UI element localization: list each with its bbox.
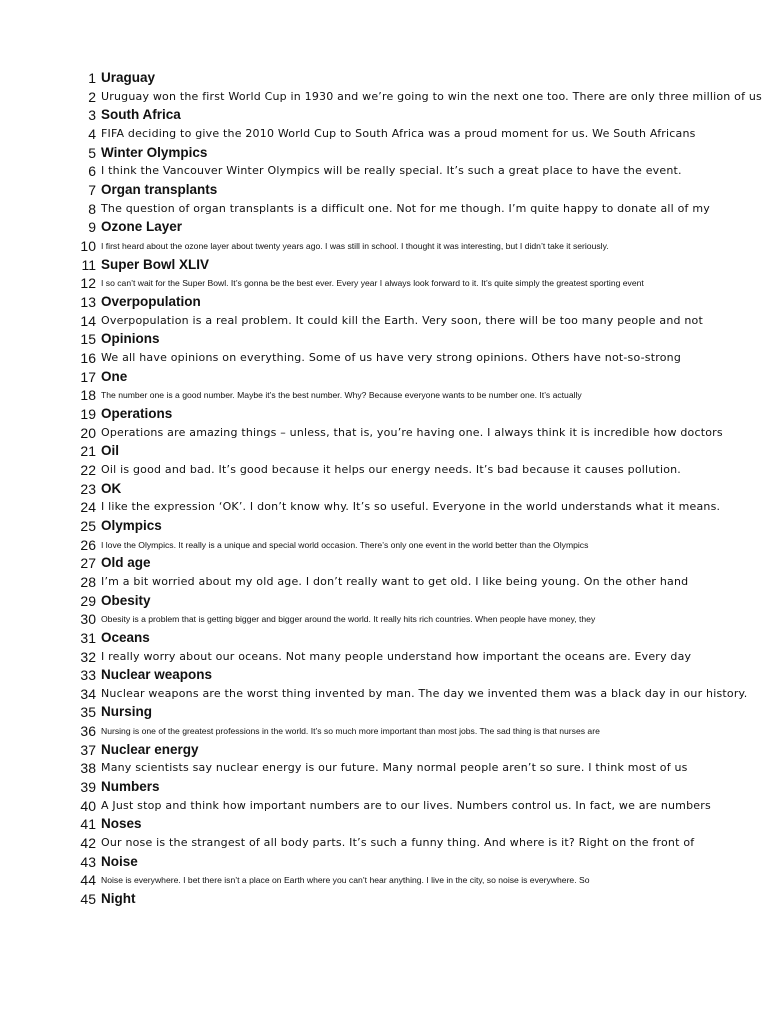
- topic-heading: Organ transplants: [101, 182, 218, 197]
- topic-heading: Nuclear weapons: [101, 667, 213, 683]
- topic-text: I think the Vancouver Winter Olympics will be really special. It’s such a great place to have the event.: [101, 164, 682, 178]
- topic-heading: Uraguay: [101, 70, 156, 85]
- line-number: 41: [80, 816, 96, 833]
- topic-heading: Obesity: [101, 592, 151, 608]
- line-number: 40: [80, 797, 96, 814]
- line-number: 16: [80, 349, 96, 366]
- line-number: 38: [80, 760, 96, 777]
- topic-text: A Just stop and think how important numbers are to our lives. Numbers control us. In fact, we are numbers: [101, 798, 711, 812]
- topic-heading: Operations: [101, 405, 173, 421]
- topic-heading: Numbers: [101, 779, 160, 795]
- line-number: 42: [80, 835, 96, 852]
- line-number: 36: [80, 723, 96, 740]
- line-number: 32: [80, 648, 96, 665]
- topic-heading: Nursing: [101, 704, 153, 720]
- line-number: 22: [80, 461, 96, 478]
- line-number: 18: [80, 387, 96, 404]
- line-number: 12: [80, 275, 96, 292]
- line-number: 17: [80, 368, 96, 385]
- topic-text: I really worry about our oceans. Not many people understand how important the oceans are. Every day: [101, 649, 692, 663]
- line-number: 35: [80, 704, 96, 721]
- topic-text: Noise is everywhere. I bet there isn’t a place on Earth where you can’t hear anything. I live in the city, so noise is everywhere. So: [101, 875, 590, 886]
- line-number: 13: [80, 293, 96, 310]
- topic-heading: Opinions: [101, 331, 160, 347]
- topic-heading: Old age: [101, 555, 151, 571]
- topic-text: Operations are amazing things – unless, that is, you’re having one. I always think it is incredible how doctors: [101, 425, 723, 439]
- topic-text: I’m a bit worried about my old age. I don’t really want to get old. I like being young. On the other hand: [101, 574, 689, 588]
- line-number: 6: [88, 163, 96, 180]
- topic-text: I so can’t wait for the Super Bowl. It’s gonna be the best ever. Every year I always look forward to it. It’s quite simply the greatest sporting event: [101, 278, 644, 289]
- line-number: 10: [80, 237, 96, 254]
- line-number: 28: [80, 573, 96, 590]
- topic-text: Many scientists say nuclear energy is our future. Many normal people aren’t so sure. I think most of us: [101, 761, 688, 775]
- topic-heading: Noses: [101, 816, 142, 832]
- line-number: 30: [80, 611, 96, 628]
- topic-heading: Winter Olympics: [101, 144, 208, 160]
- topic-text: I first heard about the ozone layer about twenty years ago. I was still in school. I thought it was interesting, but I didn’t take it seriously.: [101, 240, 609, 251]
- line-number: 21: [80, 443, 96, 460]
- line-number: 1: [88, 70, 96, 86]
- line-number: 2: [88, 88, 96, 105]
- line-number: 14: [80, 312, 96, 329]
- line-number: 27: [80, 555, 96, 572]
- topic-heading: Overpopulation: [101, 293, 201, 309]
- line-number: 24: [80, 499, 96, 516]
- line-number: 43: [80, 853, 96, 870]
- line-number: 29: [80, 592, 96, 609]
- topic-heading: Noise: [101, 853, 138, 869]
- topic-heading: OK: [101, 480, 122, 496]
- line-number: 5: [88, 144, 96, 161]
- topic-text: Obesity is a problem that is getting bigger and bigger around the world. It really hits rich countries. When people have money, they: [101, 614, 596, 625]
- topic-text: Overpopulation is a real problem. It could kill the Earth. Very soon, there will be too many people and not: [101, 313, 703, 327]
- topic-text: FIFA deciding to give the 2010 World Cup to South Africa was a proud moment for us. We South Africans: [101, 127, 696, 140]
- line-number: 26: [80, 536, 96, 553]
- topic-heading: Oil: [101, 443, 120, 459]
- topic-heading: One: [101, 368, 128, 384]
- topic-text: Our nose is the strangest of all body parts. It’s such a funny thing. And where is it? Right on the front of: [101, 836, 695, 850]
- topic-heading: Ozone Layer: [101, 219, 183, 235]
- line-number: 11: [81, 256, 96, 273]
- topic-text: Oil is good and bad. It’s good because it helps our energy needs. It’s bad because it causes pollution.: [101, 462, 682, 476]
- topic-heading: Olympics: [101, 517, 162, 533]
- line-number: 9: [88, 219, 96, 236]
- topic-heading: Nuclear energy: [101, 741, 199, 757]
- line-number: 33: [80, 667, 96, 684]
- topic-text: The number one is a good number. Maybe it’s the best number. Why? Because everyone wants to be number one. It’s actually: [101, 390, 582, 401]
- topic-text: We all have opinions on everything. Some of us have very strong opinions. Others have not-so-strong: [101, 350, 682, 364]
- topic-heading: Night: [101, 891, 136, 906]
- line-number: 4: [88, 126, 96, 142]
- topic-text: The question of organ transplants is a difficult one. Not for me though. I’m quite happy to donate all of my: [101, 201, 710, 215]
- line-number: 7: [88, 182, 96, 198]
- topic-heading: Oceans: [101, 629, 150, 645]
- line-number: 25: [80, 517, 96, 534]
- line-number: 31: [80, 629, 96, 646]
- topic-text: I love the Olympics. It really is a unique and special world occasion. There’s only one event in the world better than the Olympics: [101, 539, 589, 550]
- line-number: 45: [80, 891, 96, 907]
- line-number: 39: [80, 779, 96, 796]
- line-number: 15: [80, 331, 96, 348]
- line-number: 8: [88, 200, 96, 217]
- line-number: 44: [80, 872, 96, 889]
- line-number: 34: [80, 685, 96, 702]
- line-number: 23: [80, 480, 96, 497]
- line-number: 20: [80, 424, 96, 441]
- line-number: 3: [88, 107, 96, 124]
- topic-text: Nursing is one of the greatest professions in the world. It’s so much more important than most jobs. The sad thing is that nurses are: [101, 726, 600, 737]
- topic-heading: Super Bowl XLIV: [101, 256, 210, 272]
- topic-text: Nuclear weapons are the worst thing invented by man. The day we invented them was a black day in our history.: [101, 686, 748, 700]
- topic-text: I like the expression ‘OK’. I don’t know why. It’s so useful. Everyone in the world understands what it means.: [101, 500, 721, 514]
- topic-text: Uruguay won the first World Cup in 1930 and we’re going to win the next one too. There are only three million of us: [101, 89, 762, 103]
- line-number: 37: [80, 741, 96, 758]
- topic-heading: South Africa: [101, 107, 181, 123]
- line-number: 19: [80, 405, 96, 422]
